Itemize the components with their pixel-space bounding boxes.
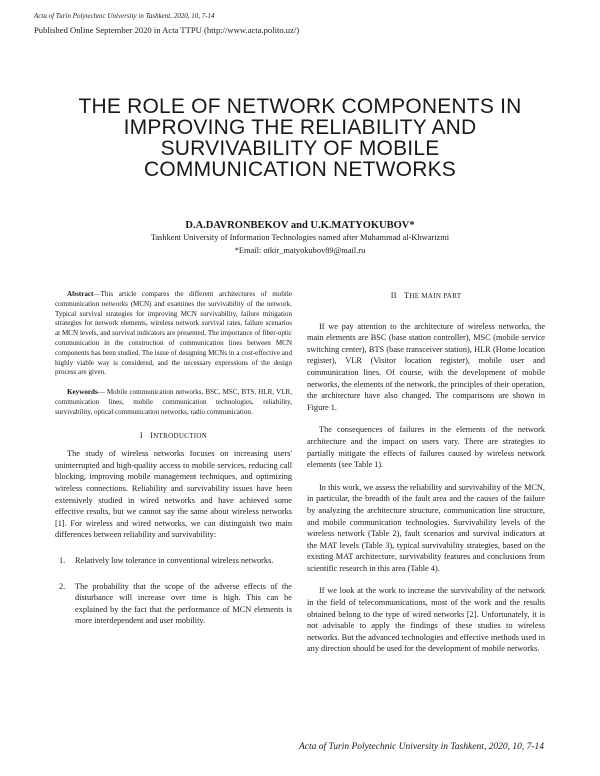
section-numeral: II	[390, 291, 397, 300]
authors: D.A.DAVRONBEKOV and U.K.MATYOKUBOV*	[185, 220, 415, 231]
title-line: THE ROLE OF NETWORK COMPONENTS IN	[78, 95, 522, 118]
paper-title	[40, 96, 560, 180]
keywords-label: Keywords	[67, 388, 98, 397]
section-first-letter: I	[150, 430, 154, 440]
list-text: The probability that the scope of the adverse effects of the disturbance will increase over time is high. This can be explained by the fact that the performance of MCN elements is more interdependent and user mobility.	[75, 581, 292, 626]
published-line: Published Online September 2020 in Acta TTPU (http://www.acta.polito.uz/)	[34, 25, 300, 35]
section-heading-introduction	[55, 430, 292, 443]
abstract-text: —This article compares the different architectures of mobile communication networks (MCN) and examines the survivability of the network. Typical survival strategies for improving MCN survivability, failure mitigation strategies for network elements, wireless network survival rates, failure scenarios at MCN levels, and survival indicators are presented. The importance of fiber-optic communication in the construction of communication lines between MCN components has been studied. The issue of designing MCNs in a cost-effective and highly viable way is considered, and the necessary expressions of the design process are given.	[55, 290, 292, 377]
intro-paragraph: The study of wireless networks focuses on increasing users' uninterrupted and high-quality access to mobile services, reducing call blocking, improving mobile management techniques, and optimizing wireless connections. Reliability and survivability issues have been extensively studied in wired networks and have achieved some effective results, but we cannot say the same about wireless networks [1]. For wireless and wired networks, we can distinguish two main differences between reliability and survivability:	[55, 449, 292, 540]
author-email: *Email: otkir_matyokubov89@mail.ru	[234, 246, 366, 255]
main-paragraph: In this work, we assess the reliability and survivability of the MCN, in particular, the breadth of the fault area and the causes of the failure by analyzing the architecture structure, communication line structure, and mobile communication technologies. Survivability levels of the wireless network (Table 2), fault scenarios and survival indicators at the MAT levels (Table 3), typical survivability strategies, based on the existing MAT architecture, survivability features and conclusions from scientific research in this area (Table 4).	[307, 482, 545, 573]
section-rest: NTRODUCTION	[153, 431, 208, 440]
differences-list	[55, 555, 292, 627]
section-first-letter: T	[403, 291, 410, 300]
list-item	[55, 581, 292, 627]
affiliation: Tashkent University of Information Technologies named after Muhammad al-Khwarizmi	[150, 233, 450, 242]
keywords	[55, 388, 292, 417]
list-item	[55, 555, 292, 567]
abstract-label: Abstract	[67, 290, 94, 298]
main-paragraph: If we look at the work to increase the survivability of the network in the field of telecommunications, most of the work and the results obtained belong to the type of wired networks [2]. Unfortunately, it is not advisable to apply the findings of these studies to wireless networks. But the advanced technologies and effective methods used in any direction should be used for the development of mobile networks.	[307, 586, 545, 654]
list-number: 1.	[59, 555, 66, 565]
left-column	[55, 290, 292, 641]
main-paragraph: If we pay attention to the architecture of wireless networks, the main elements are BSC (base station controller), MSC (mobile service switching center), BTS (base transceiver station), HLR (Home location register), VLR (Visitor location register), mobile user and communication lines. Of course, with the development of mobile networks, the elements of the network, the principles of their operation, the architecture have also changed. The comparisons are shown in Figure 1.	[307, 321, 545, 412]
title-line: IMPROVING THE RELIABILITY AND	[123, 116, 477, 139]
section-numeral: I	[139, 430, 143, 440]
title-line: SURVIVABILITY OF MOBILE	[160, 137, 440, 160]
main-paragraph: The consequences of failures in the elements of the network architecture and the impact on users vary. There are strategies to partially mitigate the effects of failures caused by wireless network elements (see Table 1).	[307, 425, 545, 470]
journal-header: Acta of Turin Polytechnic University in Tashkent, 2020, 10, 7-14	[34, 12, 215, 20]
footer-citation: Acta of Turin Polytechnic University in Tashkent, 2020, 10, 7-14	[298, 742, 544, 752]
title-line: COMMUNICATION NETWORKS	[144, 158, 456, 181]
list-number: 2.	[59, 581, 66, 591]
keywords-text: — Mobile communication networks, BSC, MSC, BTS, HLR, VLR, communication lines, mobile communication technologies, reliability, survivability, optical communication networks, radio communication.	[55, 388, 292, 416]
list-text: Relatively low tolerance in conventional wireless networks.	[75, 555, 274, 565]
right-column	[307, 290, 545, 655]
section-heading-main-part	[307, 290, 545, 303]
section-rest: HE MAIN PART	[409, 292, 462, 300]
abstract	[55, 290, 292, 378]
